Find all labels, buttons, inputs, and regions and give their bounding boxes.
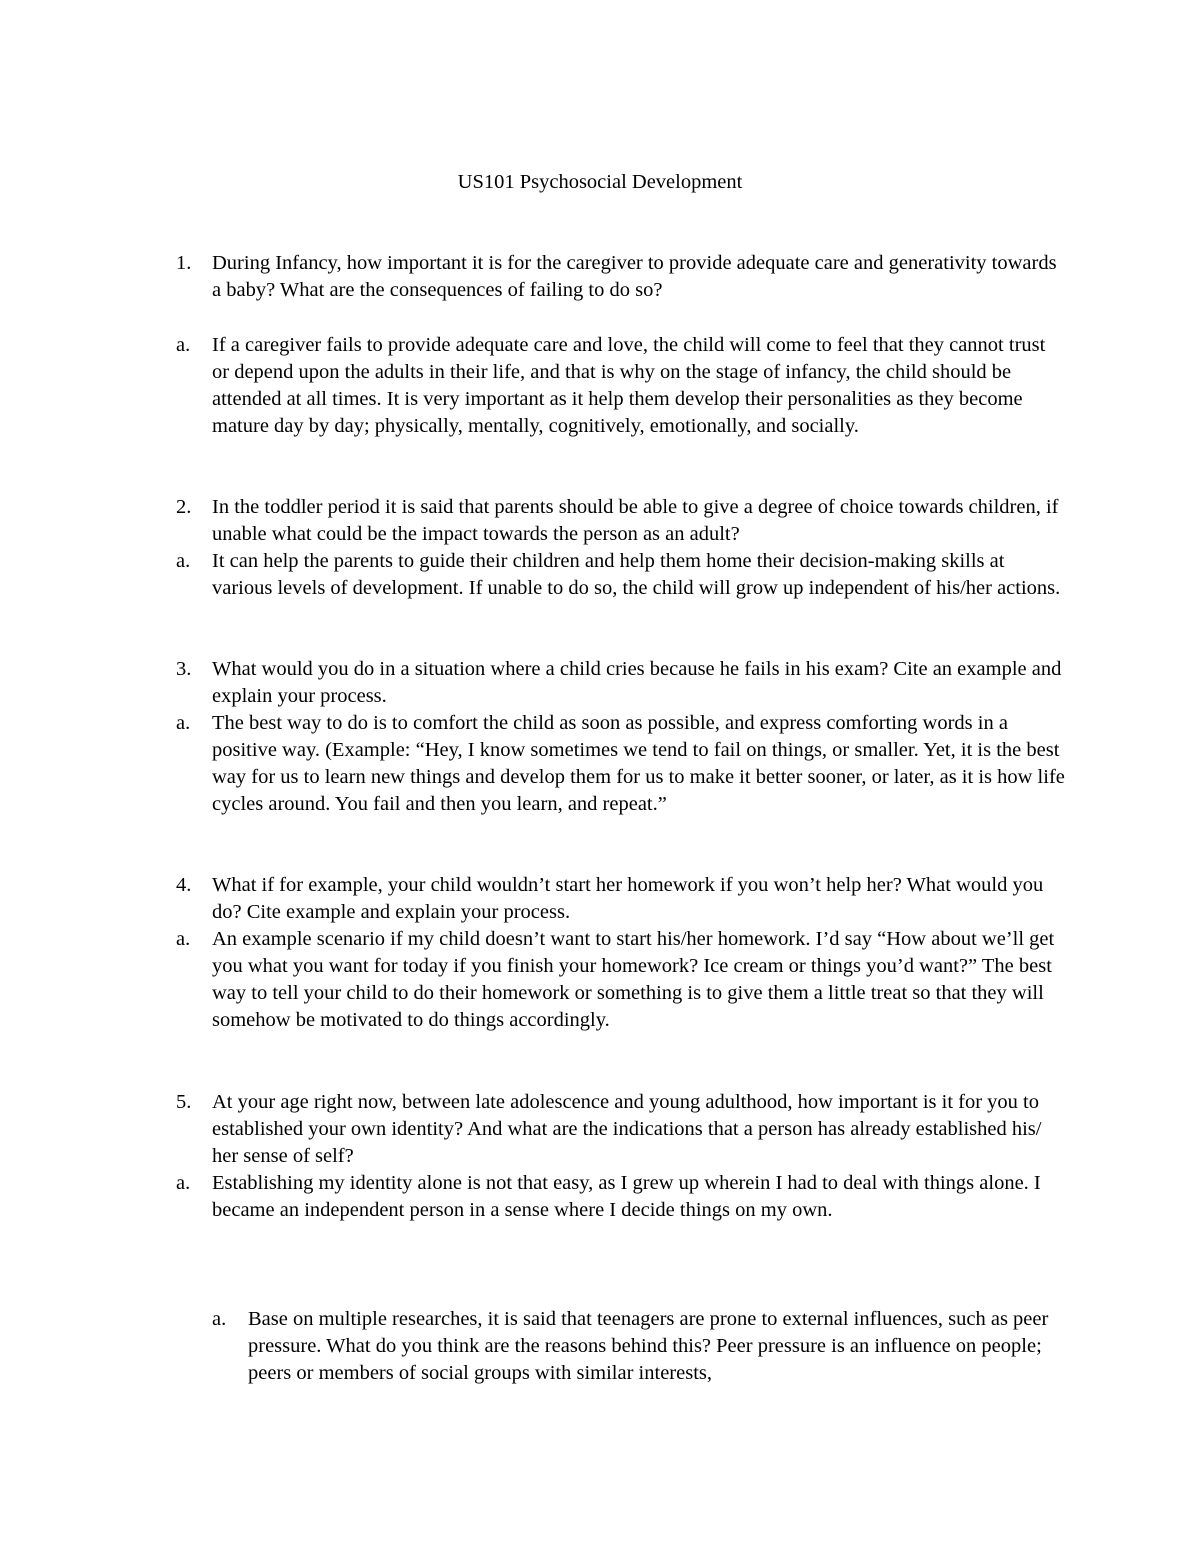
question-5 <box>176 1089 1066 1170</box>
answer-4-text: An example scenario if my child doesn’t want to start his/her homework. I’d say “How about we’ll get you what you want for today if you finish your homework? Ice cream or things you’d want?” The best way to tell your child to do their homework or something is to give them a little treat so that they will somehow be motivated to do things accordingly. <box>212 928 1055 1031</box>
answer-2-text: It can help the parents to guide their children and help them home their decision-making skills at various levels of development. If unable to do so, the child will grow up independent of his/her actions. <box>212 550 1061 599</box>
answer-1-text: If a caregiver fails to provide adequate care and love, the child will come to feel that they cannot trust or depend upon the adults in their life, and that is why on the stage of infancy, the child should be attended at all times. It is very important as it help them develop their personalities as they become mature day by day; physically, mentally, cognitively, emotionally, and socially. <box>212 334 1046 437</box>
question-4 <box>176 872 1066 926</box>
question-2-text: In the toddler period it is said that parents should be able to give a degree of choice towards children, if unable what could be the impact towards the person as an adult? <box>212 496 1059 545</box>
answer-3 <box>176 710 1066 818</box>
answer-1-marker: a. <box>176 334 191 356</box>
answer-2 <box>176 548 1066 602</box>
question-3 <box>176 656 1066 710</box>
document-title: US101 Psychosocial Development <box>457 171 743 193</box>
question-5-number: 5. <box>176 1091 192 1113</box>
sub-question-marker: a. <box>212 1308 227 1330</box>
question-5-text: At your age right now, between late adolescence and young adulthood, how important is it for you to established your own identity? And what are the indications that a person has already established his/ her sense of self? <box>212 1091 1042 1167</box>
answer-4-marker: a. <box>176 928 191 950</box>
sub-question-text: Base on multiple researches, it is said that teenagers are prone to external influences, such as peer pressure. What do you think are the reasons behind this? Peer pressure is an influence on people; peers or members of social groups with similar interests, <box>248 1308 1049 1384</box>
answer-1 <box>176 332 1066 440</box>
answer-3-text: The best way to do is to comfort the child as soon as possible, and express comforting words in a positive way. (Example: “Hey, I know sometimes we tend to fail on things, or smaller. Yet, it is the best way for us to learn new things and develop them for us to make it better sooner, or later, as it is how life cycles around. You fail and then you learn, and repeat.” <box>212 712 1065 815</box>
sub-question-peer-pressure <box>212 1306 1062 1387</box>
question-3-number: 3. <box>176 658 192 680</box>
answer-5-marker: a. <box>176 1172 191 1194</box>
answer-3-marker: a. <box>176 712 191 734</box>
answer-5 <box>176 1170 1066 1224</box>
question-2-number: 2. <box>176 496 192 518</box>
answer-4 <box>176 926 1066 1034</box>
question-2 <box>176 494 1066 548</box>
answer-5-text: Establishing my identity alone is not that easy, as I grew up wherein I had to deal with things alone. I became an independent person in a sense where I decide things on my own. <box>212 1172 1041 1221</box>
question-1 <box>176 250 1066 304</box>
question-1-text: During Infancy, how important it is for the caregiver to provide adequate care and generativity towards a baby? What are the consequences of failing to do so? <box>212 252 1057 301</box>
question-4-number: 4. <box>176 874 192 896</box>
question-4-text: What if for example, your child wouldn’t start her homework if you won’t help her? What would you do? Cite example and explain your process. <box>212 874 1044 923</box>
answer-2-marker: a. <box>176 550 191 572</box>
question-3-text: What would you do in a situation where a child cries because he fails in his exam? Cite an example and explain your process. <box>212 658 1062 707</box>
question-1-number: 1. <box>176 252 192 274</box>
